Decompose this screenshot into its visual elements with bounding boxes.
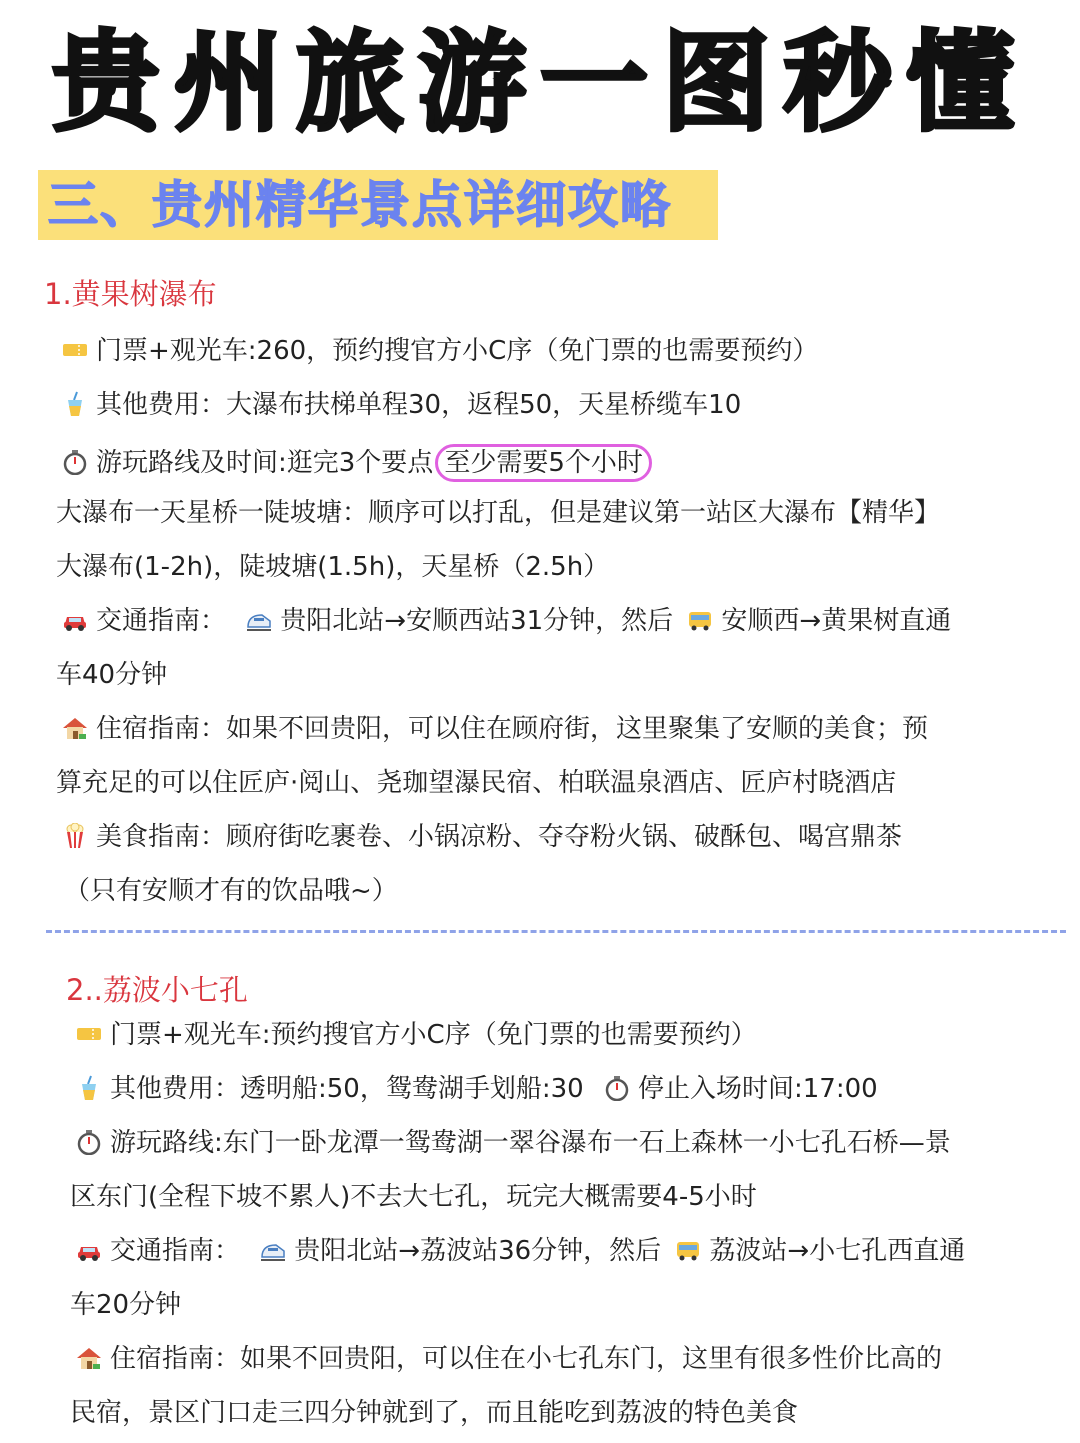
spot2-transport-label: 交通指南： xyxy=(110,1236,241,1266)
tropical-drink-icon xyxy=(60,391,90,417)
spot2-stop-time: 停止入场时间:17:00 xyxy=(637,1074,878,1104)
spot1-food-line xyxy=(60,822,902,852)
spot2-transport-line xyxy=(74,1236,965,1266)
spot1-ticket-line xyxy=(60,336,818,366)
spot2-ticket: 门票+观光车:预约搜官方小C序（免门票的也需要预约） xyxy=(110,1020,757,1050)
tropical-drink-icon xyxy=(74,1075,104,1101)
car-icon xyxy=(74,1237,104,1263)
spot1-transport-a: 贵阳北站→安顺西站31分钟，然后 xyxy=(280,606,674,636)
spot1-route-line xyxy=(60,444,652,482)
spot1-stay-line xyxy=(60,714,928,744)
section-title: 三、贵州精华景点详细攻略 xyxy=(48,176,672,234)
spot2-stay1: 住宿指南：如果不回贵阳，可以住在小七孔东门，这里有很多性价比高的 xyxy=(110,1344,943,1374)
spot1-food1: 美食指南：顾府街吃裹卷、小锅凉粉、夺夺粉火锅、破酥包、喝宫鼎茶 xyxy=(96,822,903,852)
spot2-transport-c: 车20分钟 xyxy=(70,1290,182,1320)
spot1-food2: （只有安顺才有的饮品哦~） xyxy=(64,876,398,906)
spot1-stay2: 算充足的可以住匠庐·阅山、尧珈望瀑民宿、柏联温泉酒店、匠庐村晓酒店 xyxy=(56,768,897,798)
stopwatch-icon xyxy=(74,1129,104,1155)
ticket-icon xyxy=(60,337,90,363)
spot2-title: 2..荔波小七孔 xyxy=(66,973,248,1007)
stopwatch-icon xyxy=(602,1075,632,1101)
spot1-ticket: 门票+观光车:260，预约搜官方小C序（免门票的也需要预约） xyxy=(96,336,819,366)
section-header xyxy=(38,170,718,240)
house-icon xyxy=(60,715,90,741)
section-divider xyxy=(46,930,1066,933)
popcorn-icon xyxy=(60,823,90,849)
train-icon xyxy=(258,1237,288,1263)
spot2-stay2: 民宿，景区门口走三四分钟就到了，而且能吃到荔波的特色美食 xyxy=(70,1398,799,1428)
spot1-stay1: 住宿指南：如果不回贵阳，可以住在顾府街，这里聚集了安顺的美食；预 xyxy=(96,714,929,744)
spot1-route-a: 游玩路线及时间:逛完3个要点 xyxy=(96,448,434,478)
bus-icon xyxy=(673,1237,703,1263)
spot2-fees: 其他费用：透明船:50，鸳鸯湖手划船:30 xyxy=(110,1074,584,1104)
spot2-transport-a: 贵阳北站→荔波站36分钟，然后 xyxy=(294,1236,662,1266)
spot2-route1: 游玩路线:东门一卧龙潭一鸳鸯湖一翠谷瀑布一石上森林一小七孔石桥—景 xyxy=(110,1128,951,1158)
spot1-transport-label: 交通指南： xyxy=(96,606,227,636)
spot2-ticket-line xyxy=(74,1020,757,1050)
spot1-fees-line xyxy=(60,390,741,420)
spot1-fees: 其他费用：大瀑布扶梯单程30，返程50，天星桥缆车10 xyxy=(96,390,742,420)
train-icon xyxy=(244,607,274,633)
car-icon xyxy=(60,607,90,633)
spot1-transport-line xyxy=(60,606,951,636)
spot1-title: 1.黄果树瀑布 xyxy=(44,277,217,311)
spot1-route-detail2: 大瀑布(1-2h)，陡坡塘(1.5h)，天星桥（2.5h） xyxy=(56,552,610,582)
spot2-route2: 区东门(全程下坡不累人)不去大七孔，玩完大概需要4-5小时 xyxy=(70,1182,757,1212)
stopwatch-icon xyxy=(60,449,90,475)
spot2-fees-line xyxy=(74,1074,878,1104)
spot1-transport-b: 安顺西→黄果树直通 xyxy=(721,606,952,636)
spot2-transport-b: 荔波站→小七孔西直通 xyxy=(709,1236,966,1266)
spot2-route-line xyxy=(74,1128,951,1158)
house-icon xyxy=(74,1345,104,1371)
page-title: 贵州旅游一图秒懂 xyxy=(51,20,1028,146)
bus-icon xyxy=(685,607,715,633)
highlight-circle: 至少需要5个小时 xyxy=(435,444,652,482)
spot1-transport-c: 车40分钟 xyxy=(56,660,168,690)
spot2-stay-line xyxy=(74,1344,942,1374)
spot1-route-detail1: 大瀑布一天星桥一陡坡塘：顺序可以打乱，但是建议第一站区大瀑布【精华】 xyxy=(56,498,941,528)
ticket-icon xyxy=(74,1021,104,1047)
